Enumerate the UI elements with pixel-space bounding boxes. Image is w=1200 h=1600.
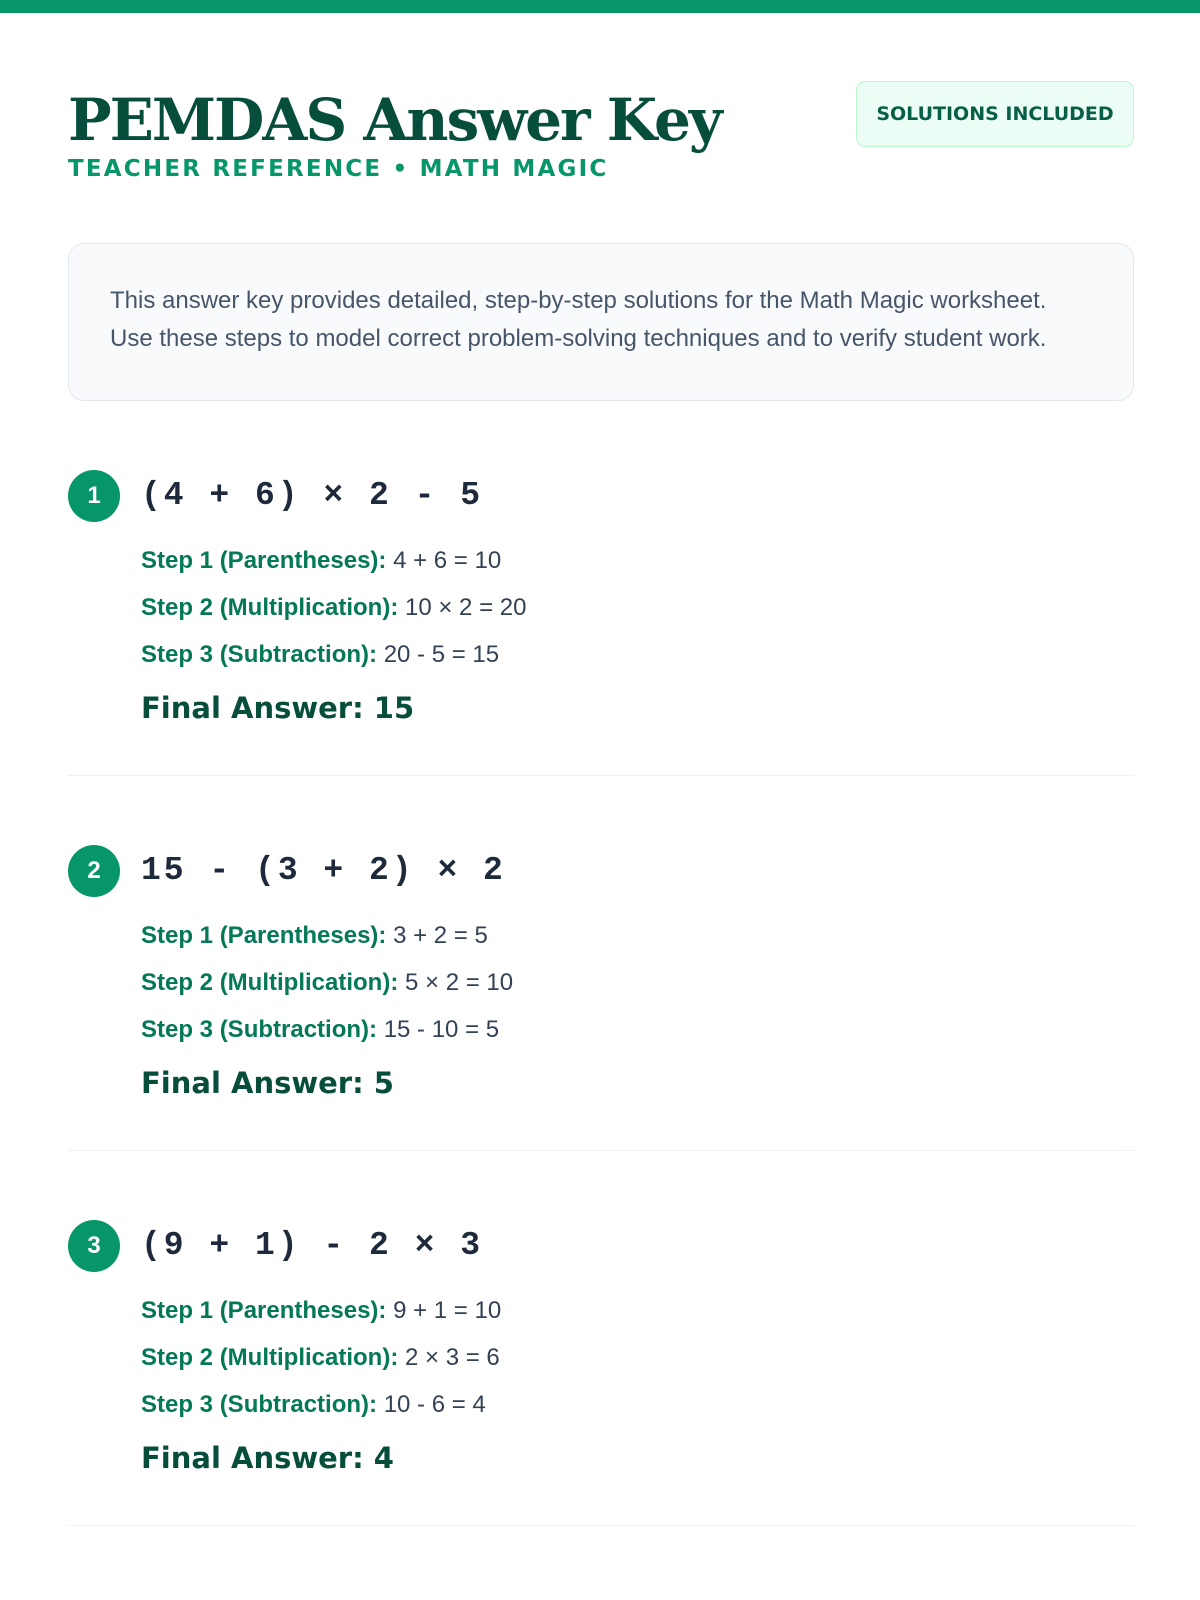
- problem-expression: 15 - (3 + 2) × 2: [141, 852, 506, 889]
- step-label: Step 1 (Parentheses):: [141, 922, 387, 949]
- solution-step-3: [141, 1388, 501, 1435]
- page-subtitle: TEACHER REFERENCE • MATH MAGIC: [68, 156, 609, 182]
- step-calculation: 9 + 1 = 10: [393, 1297, 502, 1324]
- step-label: Step 3 (Subtraction):: [141, 1016, 378, 1043]
- solution-step-1: [141, 1294, 501, 1341]
- solution-steps: [141, 544, 526, 685]
- solution-step-1: [141, 919, 513, 966]
- problem-1: [68, 470, 1134, 776]
- problem-number-badge: 1: [68, 470, 120, 522]
- problem-3: [68, 1220, 1134, 1526]
- problem-2: [68, 845, 1134, 1151]
- step-calculation: 10 × 2 = 20: [405, 594, 527, 621]
- page-header: [68, 84, 1134, 194]
- final-answer: Final Answer: 5: [141, 1066, 394, 1100]
- step-label: Step 1 (Parentheses):: [141, 1297, 387, 1324]
- solution-step-2: [141, 966, 513, 1013]
- step-calculation: 3 + 2 = 5: [393, 922, 488, 949]
- step-label: Step 3 (Subtraction):: [141, 1391, 378, 1418]
- solution-steps: [141, 1294, 501, 1435]
- solution-steps: [141, 919, 513, 1060]
- step-calculation: 5 × 2 = 10: [405, 969, 514, 996]
- step-label: Step 1 (Parentheses):: [141, 547, 387, 574]
- step-calculation: 2 × 3 = 6: [405, 1344, 500, 1371]
- step-calculation: 20 - 5 = 15: [383, 641, 500, 668]
- step-calculation: 4 + 6 = 10: [393, 547, 502, 574]
- solutions-badge: SOLUTIONS INCLUDED: [856, 81, 1134, 147]
- final-answer: Final Answer: 4: [141, 1441, 394, 1475]
- solution-step-3: [141, 1013, 513, 1060]
- solution-step-1: [141, 544, 526, 591]
- step-label: Step 2 (Multiplication):: [141, 969, 399, 996]
- problem-number-badge: 3: [68, 1220, 120, 1272]
- step-label: Step 2 (Multiplication):: [141, 594, 399, 621]
- solution-step-3: [141, 638, 526, 685]
- page-title: PEMDAS Answer Key: [68, 86, 721, 154]
- solution-step-2: [141, 1341, 501, 1388]
- step-label: Step 3 (Subtraction):: [141, 641, 378, 668]
- problem-expression: (4 + 6) × 2 - 5: [141, 477, 484, 514]
- step-calculation: 10 - 6 = 4: [383, 1391, 486, 1418]
- problem-number-badge: 2: [68, 845, 120, 897]
- step-label: Step 2 (Multiplication):: [141, 1344, 399, 1371]
- solution-step-2: [141, 591, 526, 638]
- problem-expression: (9 + 1) - 2 × 3: [141, 1227, 484, 1264]
- intro-box: [68, 243, 1134, 401]
- step-calculation: 15 - 10 = 5: [383, 1016, 500, 1043]
- intro-text: This answer key provides detailed, step-by-step solutions for the Math Magic worksheet. Use these steps to model correct problem-solving techniques and to verify student work.: [110, 287, 1047, 352]
- final-answer: Final Answer: 15: [141, 691, 415, 725]
- top-accent-bar: [0, 0, 1200, 13]
